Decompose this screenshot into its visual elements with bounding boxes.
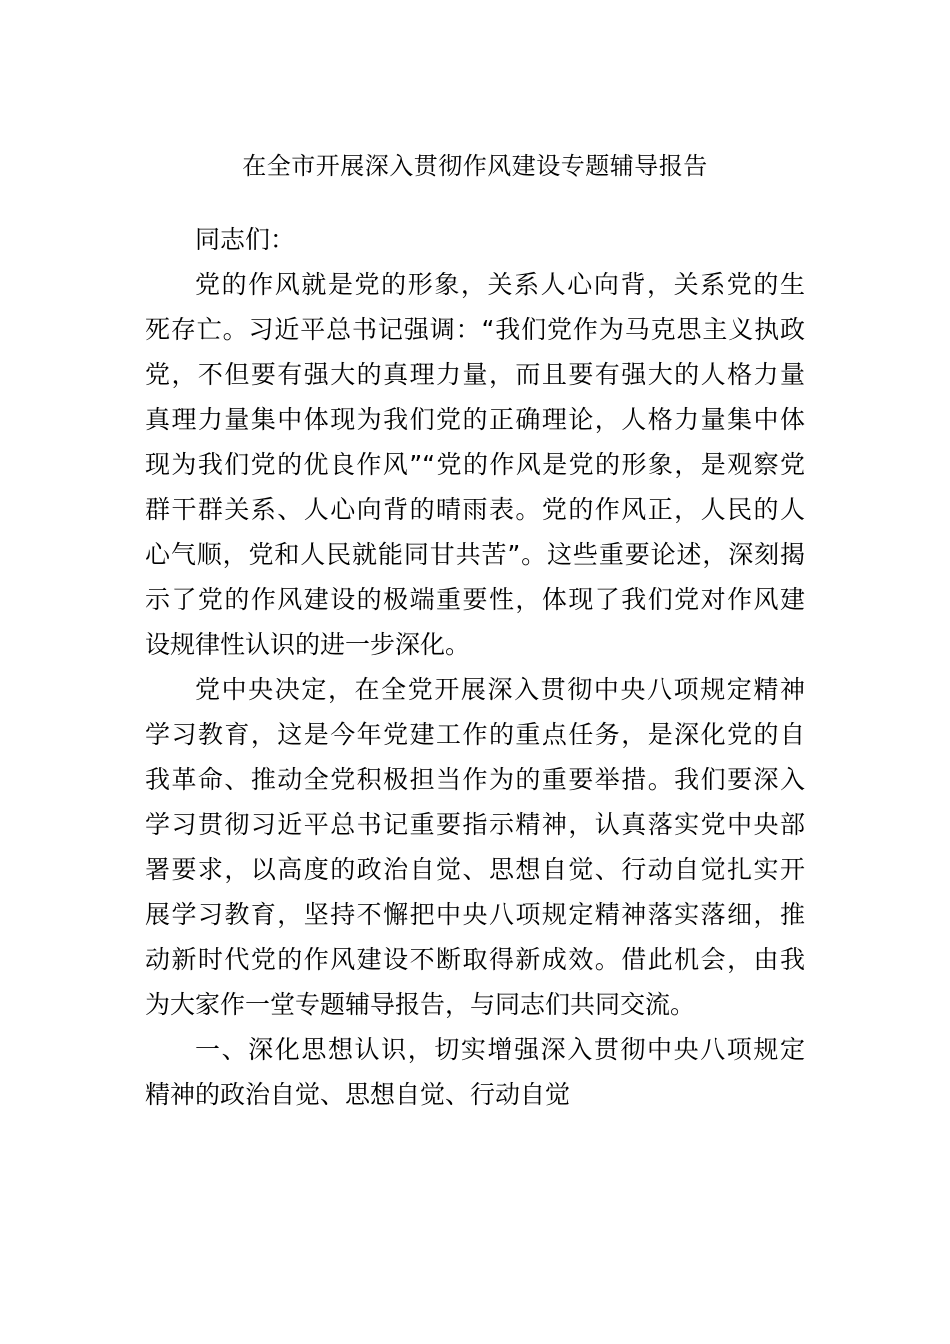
section-heading-line-2: 精神的政治自觉、思想自觉、行动自觉 <box>145 1080 571 1109</box>
paragraph-1-line-3: 党，不但要有强大的真理力量，而且要有强大的人格力量 <box>145 360 805 389</box>
paragraph-1-line-6: 群干群关系、人心向背的晴雨表。党的作风正，人民的人 <box>145 495 805 524</box>
paragraph-1-line-2: 死存亡。习近平总书记强调：“我们党作为马克思主义执政 <box>145 315 805 344</box>
paragraph-1-line-8: 示了党的作风建设的极端重要性，体现了我们党对作风建 <box>145 585 805 614</box>
paragraph-1-line-5: 现为我们党的优良作风”“党的作风是党的形象，是观察党 <box>145 450 805 479</box>
salutation: 同志们： <box>195 225 296 254</box>
paragraph-2-line-5: 署要求，以高度的政治自觉、思想自觉、行动自觉扎实开 <box>145 855 805 884</box>
paragraph-1-line-9: 设规律性认识的进一步深化。 <box>145 630 471 659</box>
paragraph-2-line-2: 学习教育，这是今年党建工作的重点任务，是深化党的自 <box>145 720 805 749</box>
section-heading-line-1: 一、深化思想认识，切实增强深入贯彻中央八项规定 <box>195 1035 805 1064</box>
paragraph-2-line-4: 学习贯彻习近平总书记重要指示精神，认真落实党中央部 <box>145 810 805 839</box>
paragraph-1-line-7: 心气顺，党和人民就能同甘共苦”。这些重要论述，深刻揭 <box>145 540 805 569</box>
paragraph-2-line-6: 展学习教育，坚持不懈把中央八项规定精神落实落细，推 <box>145 900 805 929</box>
document-title: 在全市开展深入贯彻作风建设专题辅导报告 <box>242 152 708 180</box>
paragraph-2-line-7: 动新时代党的作风建设不断取得新成效。借此机会，由我 <box>145 945 805 974</box>
paragraph-1-line-1: 党的作风就是党的形象，关系人心向背，关系党的生 <box>195 270 805 299</box>
paragraph-2-line-3: 我革命、推动全党积极担当作为的重要举措。我们要深入 <box>145 765 805 794</box>
paragraph-1-line-4: 真理力量集中体现为我们党的正确理论，人格力量集中体 <box>145 405 805 434</box>
paragraph-2-line-8: 为大家作一堂专题辅导报告，与同志们共同交流。 <box>145 990 696 1019</box>
paragraph-2-line-1: 党中央决定，在全党开展深入贯彻中央八项规定精神 <box>195 675 805 704</box>
